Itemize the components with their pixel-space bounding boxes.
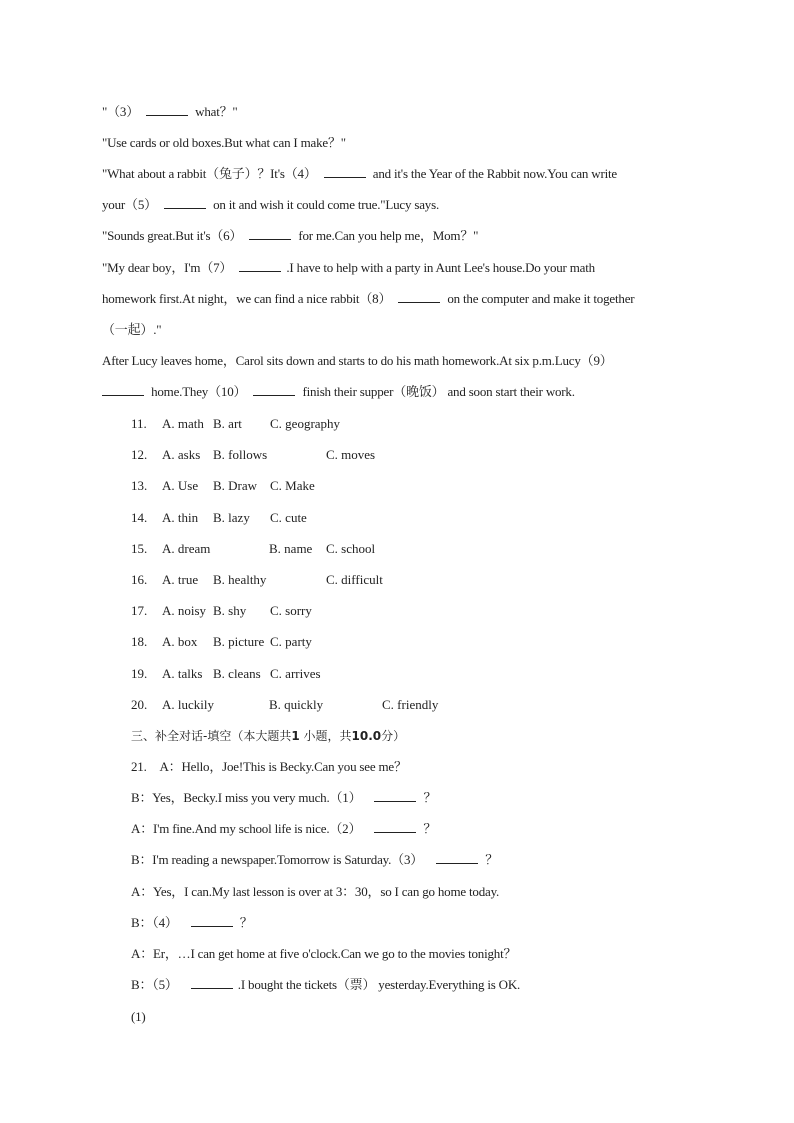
passage-line-10: [102, 383, 575, 401]
option-c: C. friendly: [382, 696, 439, 712]
question-number: 18.: [131, 634, 148, 650]
option-c: C. cute: [270, 509, 307, 525]
option-a: A. luckily: [162, 696, 214, 712]
dialogue-line-2: [131, 789, 436, 807]
dialogue-text: A：Er，…I can get home at five o'clock.Can we go to the movies tonight？: [131, 946, 517, 961]
answer-blank-d1: [374, 789, 416, 802]
dialogue-text: ？: [239, 915, 253, 930]
answer-blank-3: [146, 103, 188, 116]
heading-text: 分）: [381, 729, 406, 743]
dialogue-text: 21. A：Hello，Joe!This is Becky.Can you see me？: [131, 759, 407, 774]
answer-label: (1): [131, 1009, 146, 1024]
dialogue-line-1: [131, 758, 407, 776]
dialogue-text: .I bought the tickets（票） yesterday.Everything is OK.: [237, 977, 521, 992]
passage-line-6: [102, 259, 595, 277]
option-a: A. noisy: [162, 603, 207, 619]
dialogue-line-3: [131, 820, 436, 838]
answer-blank-d5: [191, 976, 233, 989]
answer-blank-6: [249, 227, 291, 240]
option-c: C. Make: [270, 478, 315, 494]
passage-line-1: [102, 103, 238, 121]
dialogue-text: B：I'm reading a newspaper.Tomorrow is Saturday.（3）: [131, 852, 424, 867]
passage-text: "（3）: [102, 104, 140, 119]
heading-score: 10.0: [351, 729, 382, 743]
answer-blank-d3: [436, 851, 478, 864]
answer-blank-d2: [374, 820, 416, 833]
heading-text: 小题，共: [303, 729, 352, 743]
dialogue-line-4: [131, 851, 498, 869]
option-a: A. thin: [162, 509, 199, 525]
option-b: B. Draw: [213, 478, 258, 494]
passage-text: on it and wish it could come true."Lucy says.: [213, 197, 439, 212]
question-number: 14.: [131, 509, 148, 525]
answer-blank-8: [398, 290, 440, 303]
section-heading: [131, 727, 405, 745]
dialogue-text: A：Yes，I can.My last lesson is over at 3：30，so I can go home today.: [131, 884, 500, 899]
passage-line-3: [102, 165, 617, 183]
answer-blank-d4: [191, 914, 233, 927]
passage-line-5: [102, 227, 478, 245]
passage-text: （一起）.": [102, 322, 162, 337]
answer-blank-7: [239, 259, 281, 272]
option-b: B. art: [213, 416, 242, 431]
question-number: 15.: [131, 540, 148, 556]
passage-line-8: [102, 321, 161, 339]
passage-text: your（5）: [102, 197, 157, 212]
passage-text: "My dear boy，I'm（7）: [102, 260, 233, 275]
passage-text: After Lucy leaves home，Carol sits down and starts to do his math homework.At six p.m.Lucy（9）: [102, 353, 613, 368]
heading-count: 1: [291, 729, 300, 743]
option-b: B. shy: [213, 603, 247, 619]
passage-text: .I have to help with a party in Aunt Lee's house.Do your math: [286, 260, 595, 275]
option-a: A. true: [162, 572, 199, 587]
question-number: 11.: [131, 416, 147, 431]
option-c: C. arrives: [270, 665, 321, 681]
question-number: 19.: [131, 665, 148, 681]
option-c: C. difficult: [326, 572, 383, 587]
answer-blank-5: [164, 196, 206, 209]
answer-blank-4: [324, 165, 366, 178]
option-c: C. sorry: [270, 603, 312, 619]
option-b: B. name: [269, 540, 313, 556]
heading-text: 三、补全对话-填空（本大题共: [131, 729, 292, 743]
passage-text: finish their supper（晚饭） and soon start their work.: [302, 384, 575, 399]
passage-text: on the computer and make it together: [447, 291, 635, 306]
option-a: A. math: [162, 416, 204, 431]
dialogue-line-5: [131, 883, 499, 901]
option-a: A. asks: [162, 447, 201, 463]
passage-line-7: [102, 290, 634, 308]
dialogue-line-9: [131, 1008, 146, 1026]
dialogue-line-6: [131, 914, 253, 932]
dialogue-line-7: [131, 945, 516, 963]
question-number: 12.: [131, 447, 148, 463]
option-c: C. geography: [270, 416, 341, 431]
option-a: A. dream: [162, 540, 211, 556]
option-a: A. box: [162, 634, 198, 650]
option-b: B. quickly: [269, 696, 324, 712]
answer-blank-9: [102, 383, 144, 396]
passage-line-2: [102, 134, 346, 152]
question-number: 16.: [131, 572, 148, 587]
passage-text: "Use cards or old boxes.But what can I make？": [102, 135, 346, 150]
question-number: 13.: [131, 478, 148, 494]
answer-blank-10: [253, 383, 295, 396]
dialogue-text: ？: [423, 790, 437, 805]
dialogue-text: B：（5）: [131, 977, 178, 992]
passage-line-9: [102, 352, 613, 370]
dialogue-text: A：I'm fine.And my school life is nice.（2）: [131, 821, 362, 836]
option-b: B. follows: [213, 447, 268, 463]
passage-text: "Sounds great.But it's（6）: [102, 228, 243, 243]
passage-text: homework first.At night，we can find a nice rabbit（8）: [102, 291, 392, 306]
passage-text: for me.Can you help me，Mom？": [298, 228, 479, 243]
option-c: C. school: [326, 540, 376, 556]
option-b: B. lazy: [213, 509, 250, 525]
option-b: B. picture: [213, 634, 265, 650]
dialogue-text: B：（4）: [131, 915, 178, 930]
option-c: C. moves: [326, 447, 376, 463]
dialogue-text: B：Yes，Becky.I miss you very much.（1）: [131, 790, 362, 805]
option-a: A. talks: [162, 665, 203, 681]
dialogue-text: ？: [485, 852, 498, 867]
passage-text: what？": [195, 104, 238, 119]
option-b: B. healthy: [213, 572, 267, 587]
passage-text: home.They（10）: [151, 384, 247, 399]
passage-text: "What about a rabbit（兔子）？It's（4）: [102, 166, 317, 181]
question-number: 17.: [131, 603, 148, 619]
option-c: C. party: [270, 634, 312, 650]
option-b: B. cleans: [213, 665, 261, 681]
question-number: 20.: [131, 696, 148, 712]
dialogue-text: ？: [423, 821, 437, 836]
passage-line-4: [102, 196, 439, 214]
option-a: A. Use: [162, 478, 199, 494]
dialogue-line-8: [131, 976, 520, 994]
passage-text: and it's the Year of the Rabbit now.You can write: [372, 166, 617, 181]
